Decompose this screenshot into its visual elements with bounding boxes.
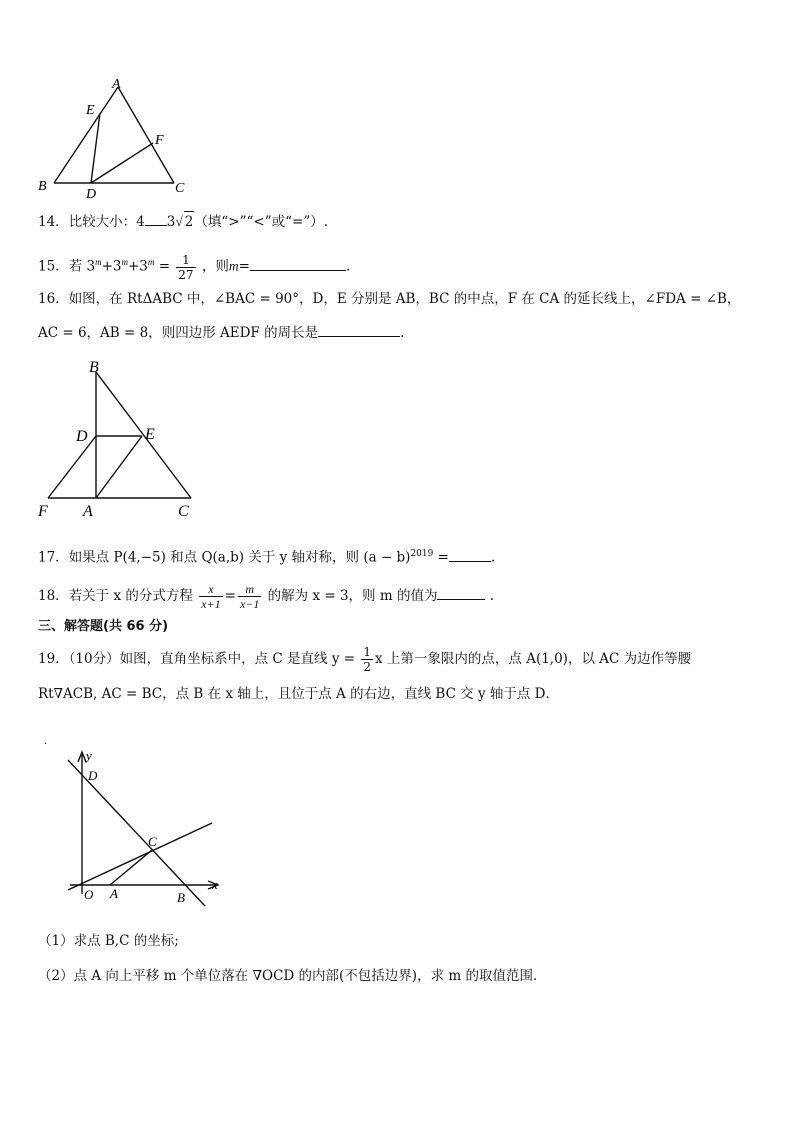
segment-fd: [48, 436, 96, 498]
label-d: D: [76, 428, 88, 445]
label-f: F: [155, 133, 164, 148]
question-18: 18．若关于 x 的分式方程 $\frac{x}{x+1}$ = $\frac{m}{x-1}$ 的解为 x = 3，则 m 的值为 .: [38, 582, 495, 611]
label-a: A: [112, 77, 121, 92]
label-b: B: [38, 179, 47, 194]
label-a: A: [83, 503, 93, 520]
question-14: 14．比较大小：4 3√ 2（填“>”“<”或“=”）.: [38, 211, 328, 232]
label-c: C: [178, 503, 189, 520]
label-c: C: [175, 181, 185, 196]
label-b: B: [89, 359, 99, 376]
label-f: F: [38, 503, 48, 520]
label-o: O: [84, 887, 94, 902]
label-e: E: [145, 426, 155, 443]
line-y-half-x: [68, 823, 212, 890]
label-a: A: [110, 886, 118, 901]
section-heading: 三、解答题(共 66 分): [38, 619, 169, 634]
label-y: y: [86, 748, 92, 763]
figure-triangle-abc: [30, 72, 200, 200]
label-b: B: [177, 890, 185, 905]
question-16-line-1: 16．如图，在 RtΔABC 中，∠BAC = 90°，D，E 分别是 AB，BC 的中点，F 在 CA 的延长线上，∠FDA = ∠B，: [38, 291, 741, 307]
question-19-line-2: Rt∇ACB, AC = BC，点 B 在 x 轴上，且位于点 A 的右边，直线 BC 交 y 轴于点 D．: [38, 686, 560, 702]
question-19-part-1: （1）求点 B,C 的坐标;: [38, 933, 179, 949]
segment-df: [91, 143, 153, 183]
segment-ab: [54, 87, 118, 183]
label-x: x: [212, 877, 218, 892]
segment-ae: [96, 436, 142, 498]
stray-dot: ·: [44, 739, 48, 750]
question-19-line-1: 19．（10分）如图，直角坐标系中，点 C 是直线 y = $\frac{1}{2}$ x 上第一象限内的点，点 A(1,0)，以 AC 为边作等腰: [38, 645, 692, 674]
label-d: D: [88, 768, 98, 783]
figure-right-triangle-abc: [34, 352, 199, 522]
question-16-line-2: AC = 6，AB = 8，则四边形 AEDF 的周长是 .: [38, 322, 404, 343]
question-17: 17．如果点 P(4,−5) 和点 Q(a,b) 关于 y 轴对称，则 $(a - b)^{2019}$ = .: [38, 544, 495, 568]
label-d: D: [86, 187, 97, 200]
question-15: 15．若 $3^m+3^m+3^m$ = $\frac{1}{27}$ ，则m= .: [38, 252, 351, 282]
segment-ed: [91, 113, 100, 183]
question-19-part-2: （2）点 A 向上平移 m 个单位落在 ∇OCD 的内部(不包括边界)，求 m 的取值范围．: [38, 968, 547, 984]
figure-coordinate-plane: [60, 746, 232, 910]
segment-ac: [118, 87, 174, 183]
label-e: E: [86, 103, 95, 118]
label-c: C: [148, 834, 157, 849]
